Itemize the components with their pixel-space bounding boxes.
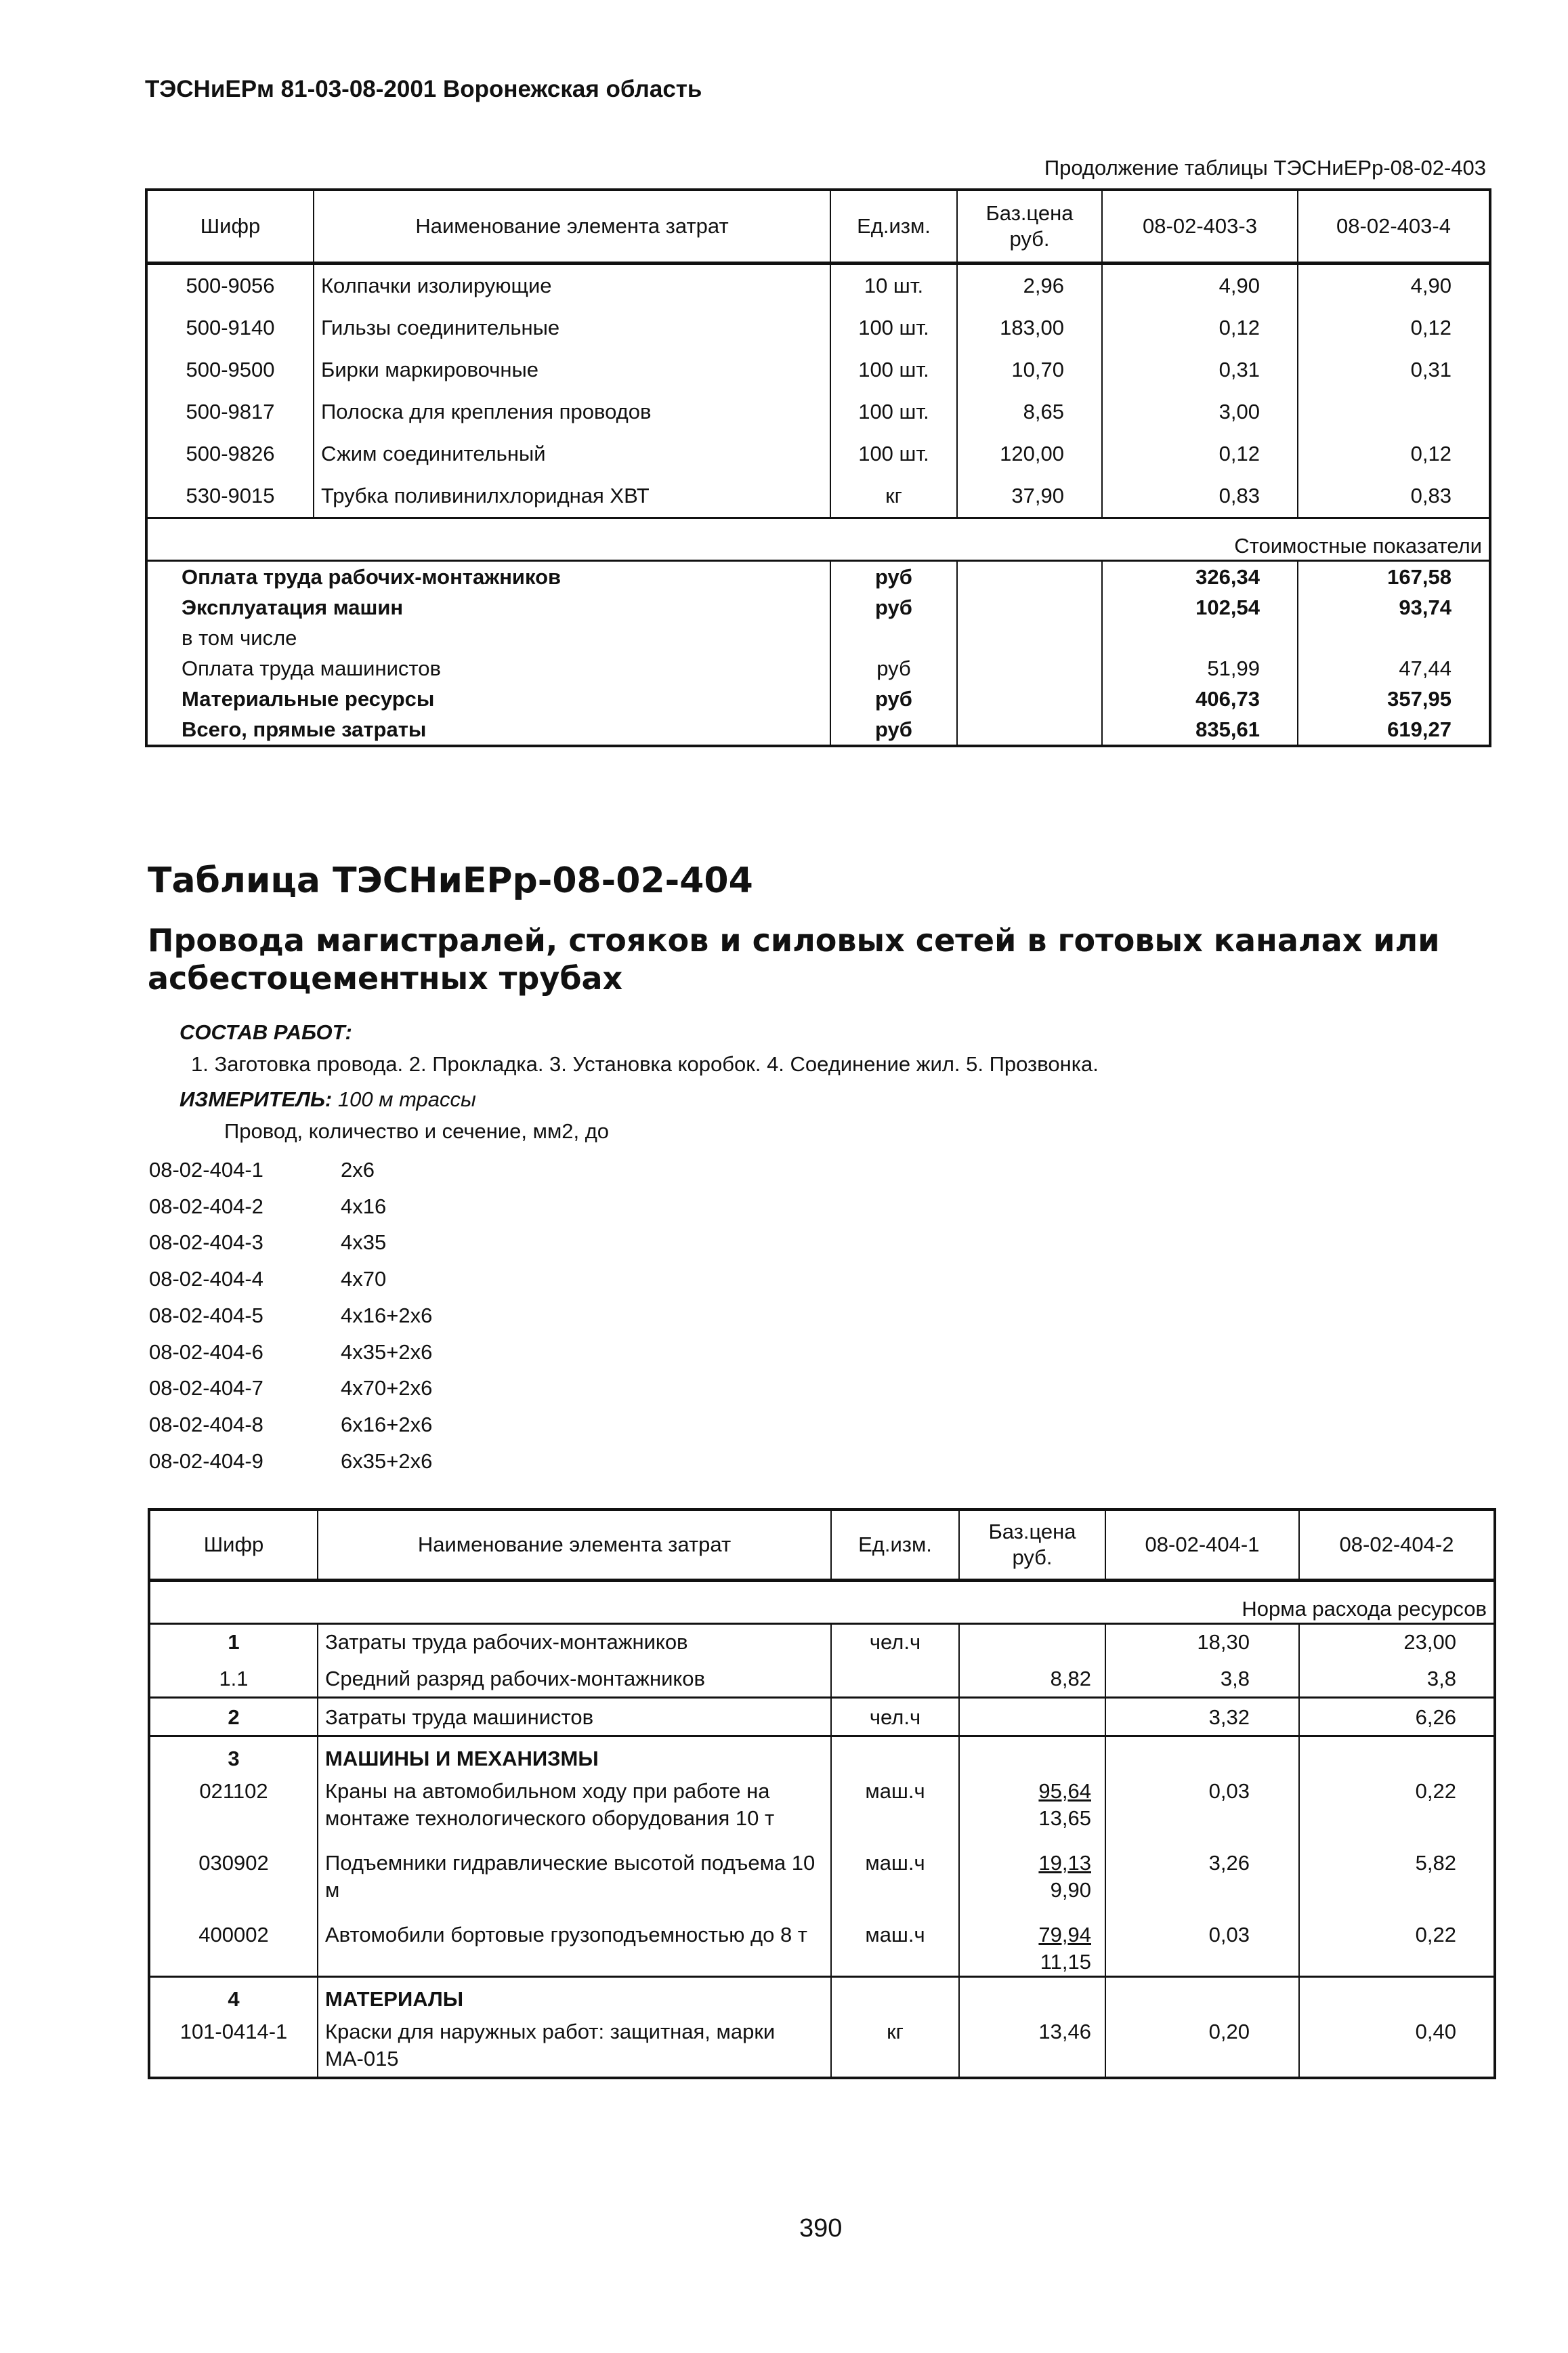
table-cell: Всего, прямые затраты [146,714,830,746]
table-cell: 10 шт. [830,264,957,308]
base-wage: 9,90 [1050,1878,1091,1902]
table-cell: 4,90 [1102,264,1298,308]
code-list-item [149,1188,432,1225]
base-wage: 11,15 [1040,1950,1091,1974]
table-cell [1105,1977,1299,2014]
table-cell: 6,26 [1299,1698,1495,1736]
col-header: Баз.цена руб. [957,190,1102,264]
table-cell: 0,12 [1298,307,1490,349]
table-row [149,1660,1495,1698]
code-spec: 6x35+2x6 [341,1449,433,1473]
table-cell: 1 [149,1624,318,1661]
table-cell: 0,40 [1299,2013,1495,2078]
code-list-item [149,1261,432,1297]
table-cell: Трубка поливинилхлоридная ХВТ [314,475,830,518]
norm-caption-row [149,1581,1495,1624]
table-cell: маш.ч [831,1772,959,1844]
work-label: СОСТАВ РАБОТ: [179,1020,352,1044]
table-cell: 100 шт. [830,433,957,475]
summary-row [146,653,1490,684]
table-cell: Оплата труда машинистов [146,653,830,684]
table-cell: 0,12 [1102,307,1298,349]
table-cell: 183,00 [957,307,1102,349]
table-cell: 1.1 [149,1660,318,1698]
table-cell: руб [830,653,957,684]
table-row [146,391,1490,433]
table-header-row [146,190,1490,264]
table-cell: МАШИНЫ И МЕХАНИЗМЫ [318,1736,831,1773]
table-cell: чел.ч [831,1698,959,1736]
section-title: Таблица ТЭСНиЕРр-08-02-404 [148,860,753,901]
table-cell: 13,46 [959,2013,1105,2078]
code: 08-02-404-9 [149,1449,263,1473]
table-cell: руб [830,714,957,746]
code: 08-02-404-6 [149,1339,263,1364]
table-cell [957,653,1102,684]
col-header: 08-02-404-2 [1299,1509,1495,1581]
table-cell: 3,26 [1105,1844,1299,1916]
page-number: 390 [799,2214,843,2243]
table-cell [831,1977,959,2014]
col-header: Шифр [149,1509,318,1581]
col-header: 08-02-403-4 [1298,190,1490,264]
table-cell: 100 шт. [830,349,957,391]
table-continuation-caption: Продолжение таблицы ТЭСНиЕРр-08-02-403 [1044,156,1486,180]
table-cell: Оплата труда рабочих-монтажников [146,561,830,593]
table-cell [1105,1736,1299,1773]
base-price: 79,94 [1038,1923,1091,1946]
table-cell: 51,99 [1102,653,1298,684]
summary-row [146,684,1490,714]
table-cell: Колпачки изолирующие [314,264,830,308]
code-spec: 4x16 [341,1194,387,1218]
code-spec: 6x16+2x6 [341,1412,433,1436]
table-cell: 0,03 [1105,1772,1299,1844]
table-cell: 835,61 [1102,714,1298,746]
code-spec: 2x6 [341,1158,375,1182]
table-cell [959,1698,1105,1736]
base-wage: 13,65 [1038,1806,1091,1830]
table-cell: 2,96 [957,264,1102,308]
table-cell [957,592,1102,623]
table-cell: 021102 [149,1772,318,1844]
table-cell: руб [830,561,957,593]
code-spec: 4x70 [341,1267,387,1291]
table-cell: 0,22 [1299,1916,1495,1977]
col-header: Наименование элемента затрат [314,190,830,264]
table-cell [959,1624,1105,1661]
code-list-item [149,1297,432,1334]
table-cell: 030902 [149,1844,318,1916]
table-cell: 167,58 [1298,561,1490,593]
table-cell: 3,8 [1299,1660,1495,1698]
code-list-item [149,1152,432,1188]
code-spec: 4x16+2x6 [341,1303,433,1327]
norm-caption: Норма расхода ресурсов [149,1581,1495,1624]
col-header: Ед.изм. [830,190,957,264]
table-cell: 326,34 [1102,561,1298,593]
table-cell: руб [830,684,957,714]
table-cell [831,1736,959,1773]
table-cell: Бирки маркировочные [314,349,830,391]
table-cell: 0,83 [1298,475,1490,518]
table-cell: Гильзы соединительные [314,307,830,349]
table-cell [957,714,1102,746]
work-text: 1. Заготовка провода. 2. Прокладка. 3. Установка коробок. 4. Соединение жил. 5. Прозвонка. [191,1052,1099,1076]
table-cell [830,623,957,653]
table-row [149,1772,1495,1844]
table-cell: 8,82 [959,1660,1105,1698]
table-cell: 530-9015 [146,475,314,518]
code: 08-02-404-4 [149,1267,263,1291]
table-row [149,1844,1495,1916]
table-cell: 0,12 [1298,433,1490,475]
table-cell: маш.ч [831,1844,959,1916]
param-label: Провод, количество и сечение, мм2, до [224,1119,610,1143]
table-cell: 100 шт. [830,307,957,349]
code-list-item [149,1407,432,1443]
col-header: 08-02-403-3 [1102,190,1298,264]
table-cell: 500-9140 [146,307,314,349]
table-cell: Подъемники гидравлические высотой подъема 10 м [318,1844,831,1916]
table-cell: 3,32 [1105,1698,1299,1736]
col-header: Ед.изм. [831,1509,959,1581]
table-cell [957,561,1102,593]
table-cell [957,623,1102,653]
table-cell: кг [830,475,957,518]
table-header-row [149,1509,1495,1581]
table-cell: кг [831,2013,959,2078]
code: 08-02-404-1 [149,1158,263,1182]
summary-row [146,714,1490,746]
table-cell: Средний разряд рабочих-монтажников [318,1660,831,1698]
table-cell [959,1736,1105,1773]
table-cell: 4 [149,1977,318,2014]
table-cell: 93,74 [1298,592,1490,623]
table-cell: руб [830,592,957,623]
col-header: Наименование элемента затрат [318,1509,831,1581]
table-cell [1299,1736,1495,1773]
table-cell: Краны на автомобильном ходу при работе на монтаже технологического оборудования 10 т [318,1772,831,1844]
code-spec: 4x35+2x6 [341,1339,433,1364]
table-cell [1102,623,1298,653]
table-cell: 3 [149,1736,318,1773]
table-cell: Затраты труда рабочих-монтажников [318,1624,831,1661]
table-cell: 357,95 [1298,684,1490,714]
cost-caption-row [146,518,1490,561]
col-header: Баз.цена руб. [959,1509,1105,1581]
table-cell: 0,03 [1105,1916,1299,1977]
table-cell: 500-9817 [146,391,314,433]
table-cell: 102,54 [1102,592,1298,623]
table-cell: маш.ч [831,1916,959,1977]
code: 08-02-404-7 [149,1376,263,1400]
table-cell: 0,20 [1105,2013,1299,2078]
table-cell: 101-0414-1 [149,2013,318,2078]
meter-label: ИЗМЕРИТЕЛЬ: [179,1087,333,1111]
summary-row [146,561,1490,593]
table-cell: 100 шт. [830,391,957,433]
summary-row [146,592,1490,623]
table-cell: 120,00 [957,433,1102,475]
table-cell: 47,44 [1298,653,1490,684]
table-cell: в том числе [146,623,830,653]
code: 08-02-404-5 [149,1303,263,1327]
table-cell [957,684,1102,714]
table-cell [959,1844,1105,1916]
table-row [149,1698,1495,1736]
table-row [146,433,1490,475]
table-cell: чел.ч [831,1624,959,1661]
summary-row [146,623,1490,653]
base-price: 19,13 [1038,1851,1091,1875]
table-cell: 500-9500 [146,349,314,391]
table-cell [1298,391,1490,433]
code-list-item [149,1334,432,1371]
table-08-02-404 [148,1508,1496,2079]
table-cell [831,1660,959,1698]
table-row [149,1736,1495,1773]
table-cell: Эксплуатация машин [146,592,830,623]
table-cell [1298,623,1490,653]
code: 08-02-404-8 [149,1412,263,1436]
table-cell: 0,31 [1102,349,1298,391]
base-price: 95,64 [1038,1779,1091,1803]
table-cell: 500-9056 [146,264,314,308]
table-row [149,1624,1495,1661]
meter-value: 100 м трассы [337,1087,476,1111]
table-cell: 3,00 [1102,391,1298,433]
table-cell: 8,65 [957,391,1102,433]
col-header: Шифр [146,190,314,264]
table-cell: 18,30 [1105,1624,1299,1661]
table-cell: 2 [149,1698,318,1736]
table-row [149,1916,1495,1977]
table-cell: 23,00 [1299,1624,1495,1661]
code-spec: 4x70+2x6 [341,1376,433,1400]
table-cell: 0,83 [1102,475,1298,518]
table-cell: 0,12 [1102,433,1298,475]
table-cell: 3,8 [1105,1660,1299,1698]
table-row [146,349,1490,391]
table-cell: 0,31 [1298,349,1490,391]
table-cell: 5,82 [1299,1844,1495,1916]
table-cell: МАТЕРИАЛЫ [318,1977,831,2014]
table-cell: 4,90 [1298,264,1490,308]
table-cell: 619,27 [1298,714,1490,746]
table-row [149,2013,1495,2078]
table-cell: Полоска для крепления проводов [314,391,830,433]
table-cell: 37,90 [957,475,1102,518]
table-cell: Автомобили бортовые грузоподъемностью до 8 т [318,1916,831,1977]
page-header: ТЭСНиЕРм 81-03-08-2001 Воронежская область [145,76,702,102]
code-list [149,1152,432,1479]
table-cell: 406,73 [1102,684,1298,714]
table-cell [959,1977,1105,2014]
table-cell: Материальные ресурсы [146,684,830,714]
code: 08-02-404-2 [149,1194,263,1218]
table-cell: Краски для наружных работ: защитная, марки МА-015 [318,2013,831,2078]
table-cell: Затраты труда машинистов [318,1698,831,1736]
col-header: 08-02-404-1 [1105,1509,1299,1581]
code-list-item [149,1443,432,1480]
table-08-02-403 [145,188,1491,747]
table-cell: 10,70 [957,349,1102,391]
cost-caption: Стоимостные показатели [146,518,1490,561]
table-cell [1299,1977,1495,2014]
table-cell: 400002 [149,1916,318,1977]
table-cell: Сжим соединительный [314,433,830,475]
table-row [149,1977,1495,2014]
table-cell: 500-9826 [146,433,314,475]
table-row [146,475,1490,518]
code-list-item [149,1224,432,1261]
table-cell [959,1772,1105,1844]
section-subtitle: Провода магистралей, стояков и силовых сетей в готовых каналах или асбестоцементных трубах [148,922,1440,997]
table-cell: 0,22 [1299,1772,1495,1844]
table-cell [959,1916,1105,1977]
code-list-item [149,1370,432,1407]
table-row [146,307,1490,349]
code: 08-02-404-3 [149,1230,263,1255]
table-row [146,264,1490,308]
code-spec: 4x35 [341,1230,387,1255]
